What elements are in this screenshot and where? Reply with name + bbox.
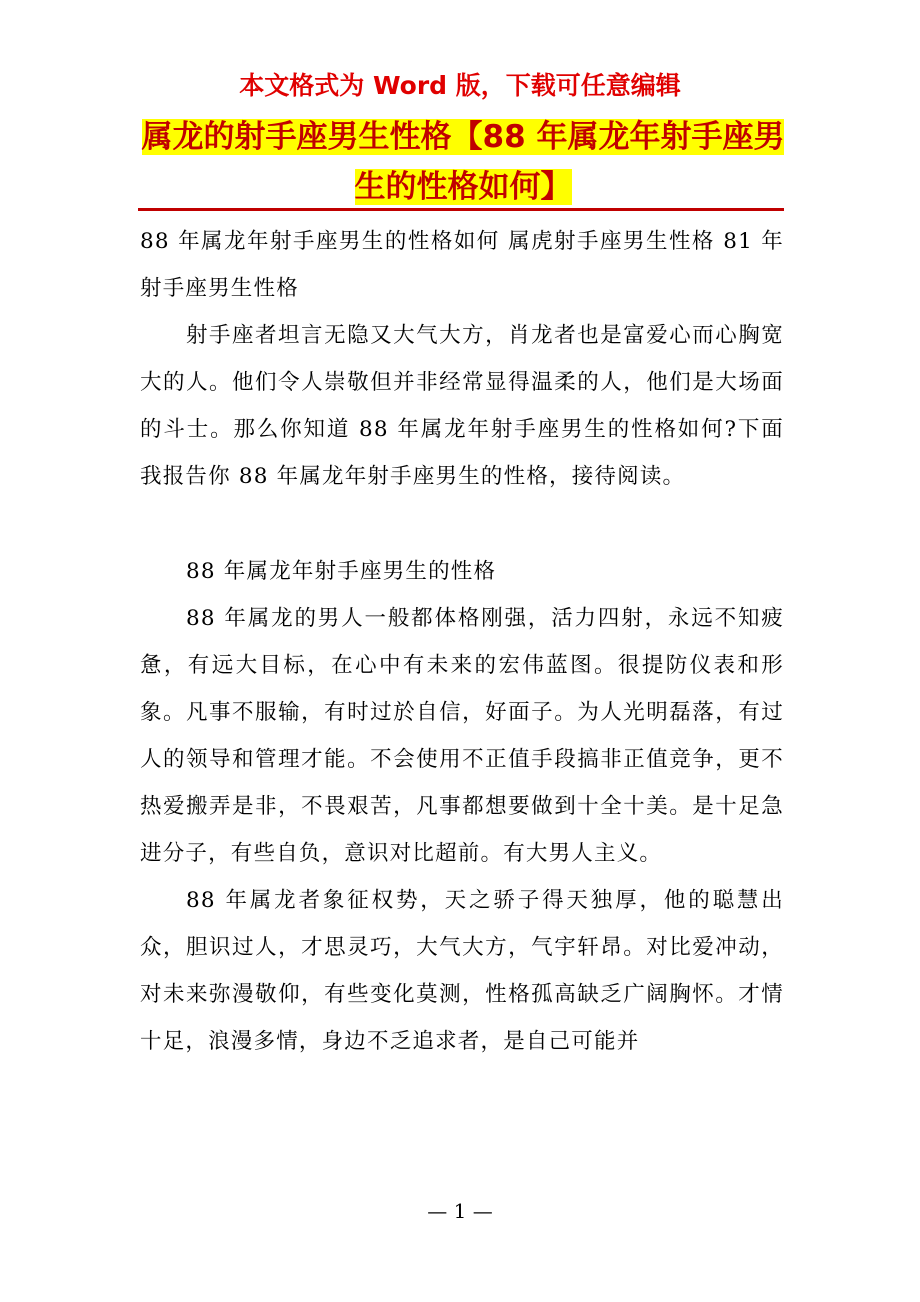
document-body <box>140 218 784 1065</box>
body-paragraph: 88 年属龙者象征权势，天之骄子得天独厚，他的聪慧出众，胆识过人，才思灵巧，大气大方，气宇轩昂。对比爱冲动，对未来弥漫敬仰，有些变化莫测，性格孤高缺乏广阔胸怀。才情十足，浪漫多情，身边不乏追求者，是自己可能并 <box>140 888 784 1054</box>
title-highlight: 属龙的射手座男生性格【88 年属龙年射手座男生的性格如何】 <box>141 119 785 205</box>
page-number: — 1 — <box>427 1199 493 1223</box>
document-title <box>138 112 788 212</box>
body-paragraph: 88 年属龙的男人一般都体格刚强，活力四射，永远不知疲惫，有远大目标，在心中有未来的宏伟蓝图。很提防仪表和形象。凡事不服输，有时过於自信，好面子。为人光明磊落，有过人的领导和管理才能。不会使用不正值手段搞非正值竞争，更不热爱搬弄是非，不畏艰苦，凡事都想要做到十全十美。是十足急进分子，有些自负，意识对比超前。有大男人主义。 <box>140 606 784 866</box>
format-notice-banner: 本文格式为 Word 版，下载可任意编辑 <box>239 71 681 100</box>
section-heading: 88 年属龙年射手座男生的性格 <box>186 559 497 584</box>
subtitle-paragraph: 88 年属龙年射手座男生的性格如何 属虎射手座男生性格 81 年射手座男生性格 <box>140 229 784 301</box>
blank-line <box>140 500 784 548</box>
intro-paragraph: 射手座者坦言无隐又大气大方，肖龙者也是富爱心而心胸宽大的人。他们令人崇敬但并非经常显得温柔的人，他们是大场面的斗士。那么你知道 88 年属龙年射手座男生的性格如何?下面我报告你 88 年属龙年射手座男生的性格，接待阅读。 <box>140 323 784 489</box>
title-divider <box>138 208 784 211</box>
